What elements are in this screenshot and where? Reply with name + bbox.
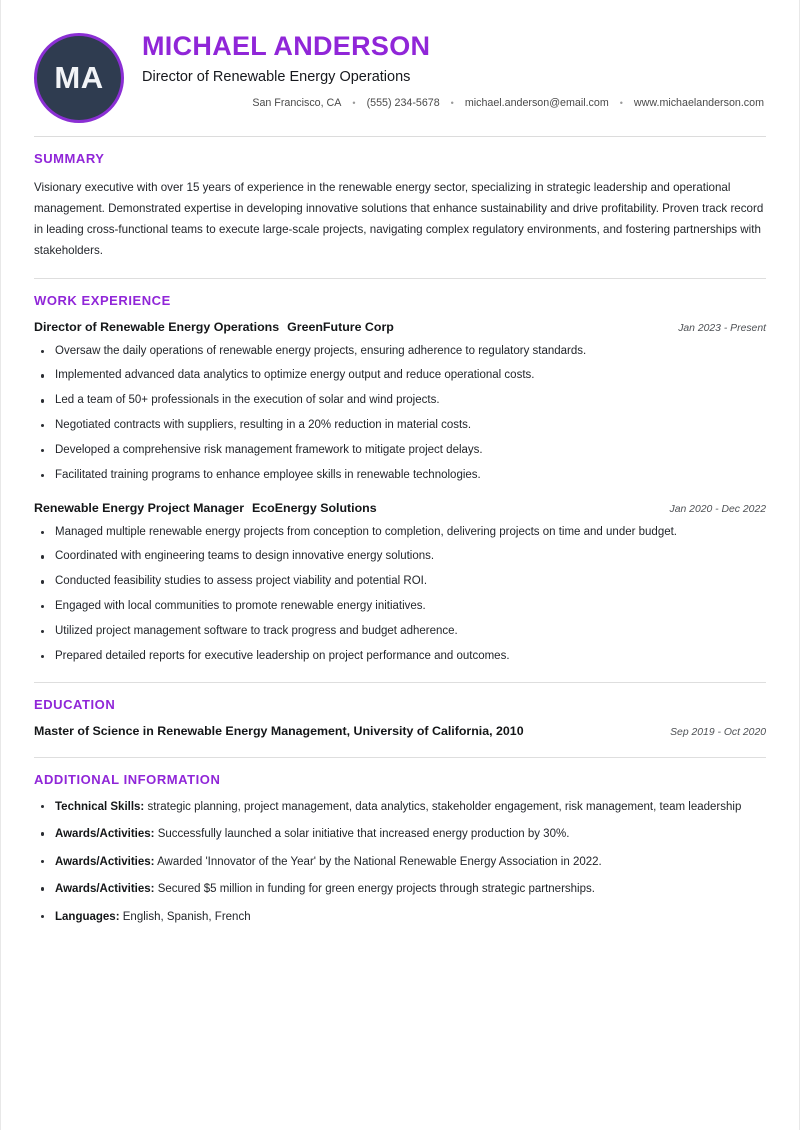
experience-role: Renewable Energy Project Manager [34,501,245,516]
additional-info-value: Awarded 'Innovator of the Year' by the National Renewable Energy Association in 2022. [157,855,602,868]
additional-info-item [34,825,766,844]
candidate-headline: Director of Renewable Energy Operations [142,68,411,85]
summary-paragraph: Visionary executive with over 15 years of experience in the renewable energy sector, specializing in strategic leadership and operational management. Demonstrated expertise in developing innovative solutions that enhance sustainability and drive profitability. Proven track record in leading cross-functional teams to execute large-scale projects, navigating complex regulatory environments, and fostering partnerships with stakeholders. [34,181,764,258]
experience-bullet: Managed multiple renewable energy projects from conception to completion, delivering projects on time and under budget. [34,524,766,542]
additional-info-list [34,798,766,927]
experience-bullet: Utilized project management software to track progress and budget adherence. [34,623,766,641]
section-title-summary: SUMMARY [34,151,105,166]
contact-separator-icon: • [619,97,623,108]
section-additional-information [34,772,766,927]
resume-content [1,0,799,927]
contact-location: San Francisco, CA [252,97,342,110]
experience-bullet: Facilitated training programs to enhance employee skills in renewable technologies. [34,467,766,485]
section-title-additional-information: ADDITIONAL INFORMATION [34,771,221,787]
additional-info-value: Successfully launched a solar initiative that increased energy production by 30%. [157,828,570,841]
additional-info-label: Awards/Activities: [55,855,155,868]
section-divider [34,278,766,279]
candidate-name: MICHAEL ANDERSON [142,31,431,61]
section-work-experience [34,293,766,665]
experience-bullet: Oversaw the daily operations of renewable energy projects, ensuring adherence to regulatory standards. [34,343,766,361]
experience-date: Jan 2020 - Dec 2022 [669,504,766,516]
experience-bullet: Engaged with local communities to promote renewable energy initiatives. [34,598,766,616]
experience-entry [34,500,766,665]
header-text-block [142,30,766,109]
experience-title-line [34,500,377,516]
experience-role: Director of Renewable Energy Operations [34,320,280,335]
section-divider [34,682,766,683]
experience-title-line [34,319,394,335]
additional-info-item [34,908,766,927]
experience-bullet: Led a team of 50+ professionals in the execution of solar and wind projects. [34,392,766,410]
contact-email[interactable]: michael.anderson@email.com [464,97,609,110]
section-summary [34,151,766,261]
contact-separator-icon: • [450,97,454,108]
experience-company: GreenFuture Corp [287,320,394,335]
section-title-education: EDUCATION [34,697,116,713]
avatar [34,33,124,123]
experience-entry-header [34,500,766,516]
additional-info-label: Awards/Activities: [55,883,155,896]
additional-info-item [34,798,766,817]
additional-info-value: Secured $5 million in funding for green energy projects through strategic partnerships. [157,883,595,896]
education-entry [34,723,766,739]
additional-info-label: Technical Skills: [55,800,145,813]
additional-info-label: Languages: [55,911,120,923]
contact-bar [142,97,766,109]
education-date: Sep 2019 - Oct 2020 [670,727,766,739]
section-title-work-experience: WORK EXPERIENCE [34,293,171,309]
additional-info-item [34,880,766,899]
additional-info-value: English, Spanish, French [122,911,251,923]
additional-info-value: strategic planning, project management, data analytics, stakeholder engagement, risk management, team leadership [147,800,742,813]
entry-spacer [34,491,766,500]
experience-bullet-list [34,343,766,485]
additional-info-item [34,853,766,872]
experience-company: EcoEnergy Solutions [252,501,377,516]
experience-bullet: Implemented advanced data analytics to optimize energy output and reduce operational costs. [34,367,766,385]
avatar-initials: MA [54,60,104,95]
contact-website[interactable]: www.michaelanderson.com [633,97,764,110]
section-divider [34,757,766,758]
experience-entry [34,319,766,484]
contact-phone[interactable]: (555) 234-5678 [366,97,440,110]
experience-bullet: Developed a comprehensive risk management framework to mitigate project delays. [34,442,766,460]
experience-bullet: Negotiated contracts with suppliers, resulting in a 20% reduction in material costs. [34,417,766,435]
experience-bullet-list [34,524,766,666]
experience-bullet: Prepared detailed reports for executive leadership on project performance and outcomes. [34,648,766,666]
experience-entry-header [34,319,766,335]
experience-bullet: Coordinated with engineering teams to design innovative energy solutions. [34,548,766,566]
section-education [34,697,766,739]
header-divider [34,136,766,137]
experience-bullet: Conducted feasibility studies to assess project viability and potential ROI. [34,573,766,591]
additional-info-label: Awards/Activities: [55,828,155,841]
education-degree: Master of Science in Renewable Energy Management, University of California, 2010 [34,724,524,739]
resume-header [34,30,766,123]
contact-separator-icon: • [352,97,356,108]
experience-date: Jan 2023 - Present [678,323,766,335]
